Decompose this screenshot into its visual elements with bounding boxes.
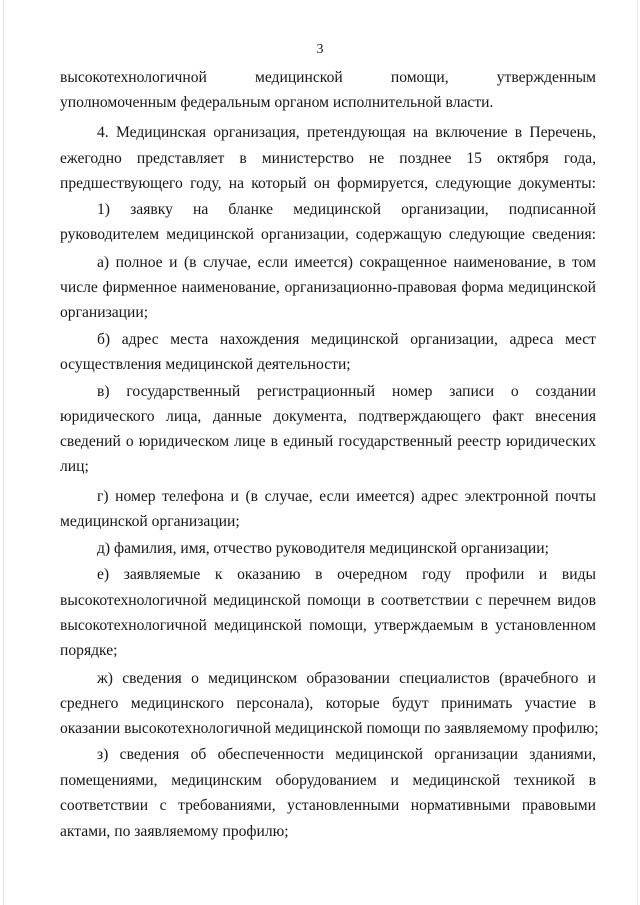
- text-line: медицинской организации;: [60, 513, 240, 530]
- text-line: г) номер телефона и (в случае, если имеется) адрес электронной почты: [97, 488, 596, 505]
- text-line: е) заявляемые к оказанию в очередном году профили и виды: [97, 566, 596, 583]
- text-line: руководителем медицинской организации, содержащую следующие сведения:: [60, 226, 596, 243]
- text-line: среднего медицинского персонала), которые будут принимать участие в: [60, 695, 596, 712]
- scan-edge-right: [637, 0, 638, 905]
- text-line: порядке;: [60, 642, 118, 659]
- text-line: сведений о юридическом лице в единый государственный реестр юридических: [60, 433, 596, 450]
- text-line: организации;: [60, 304, 149, 321]
- text-line: д) фамилия, имя, отчество руководителя медицинской организации;: [97, 540, 549, 557]
- text-line: ежегодно представляет в министерство не позднее 15 октября года,: [60, 150, 596, 167]
- scan-edge-left: [3, 0, 4, 905]
- text-line: б) адрес места нахождения медицинской организации, адреса мест: [97, 331, 596, 348]
- text-line: осуществления медицинской деятельности;: [60, 356, 351, 373]
- text-line: высокотехнологичной медицинской помощи, утверждаемым в установленном: [60, 617, 596, 634]
- text-line: лиц;: [60, 458, 89, 475]
- text-line: оказании высокотехнологичной медицинской помощи по заявляемому профилю;: [60, 720, 599, 737]
- text-line: помещениями, медицинским оборудованием и медицинской техникой в: [60, 772, 596, 789]
- text-line: соответствии с требованиями, установленными нормативными правовыми: [60, 797, 596, 814]
- text-line: в) государственный регистрационный номер записи о создании: [97, 383, 596, 400]
- text-line: а) полное и (в случае, если имеется) сокращенное наименование, в том: [97, 254, 596, 271]
- text-line: 1) заявку на бланке медицинской организации, подписанной: [97, 201, 596, 218]
- page-number: 3: [316, 42, 324, 57]
- text-line: уполномоченным федеральным органом исполнительной власти.: [60, 94, 494, 111]
- text-line: ж) сведения о медицинском образовании специалистов (врачебного и: [97, 670, 596, 687]
- text-line: высокотехнологичной медицинской помощи, утвержденным: [60, 69, 596, 86]
- text-line: высокотехнологичной медицинской помощи в соответствии с перечнем видов: [60, 592, 596, 609]
- text-line: актами, по заявляемому профилю;: [60, 823, 289, 840]
- text-line: 4. Медицинская организация, претендующая на включение в Перечень,: [97, 124, 596, 141]
- text-line: числе фирменное наименование, организационно-правовая форма медицинской: [60, 279, 596, 296]
- text-line: предшествующего году, на который он формируется, следующие документы:: [60, 175, 596, 192]
- text-line: з) сведения об обеспеченности медицинской организации зданиями,: [97, 746, 596, 763]
- text-line: юридического лица, данные документа, подтверждающего факт внесения: [60, 408, 596, 425]
